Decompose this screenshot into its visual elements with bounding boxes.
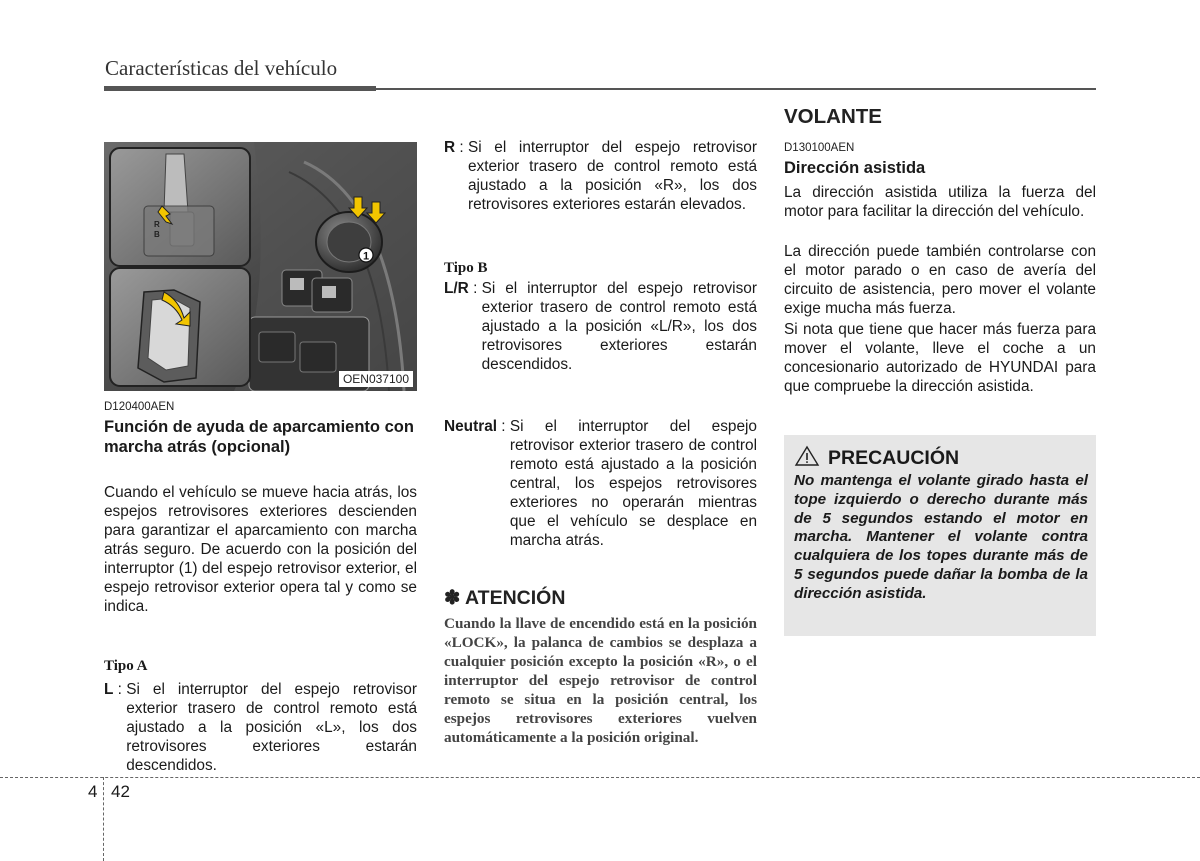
section-code: D130100AEN	[784, 142, 855, 154]
chapter-number: 4	[88, 782, 98, 801]
warning-triangle-icon	[794, 445, 820, 467]
section-heading: Dirección asistida	[784, 159, 926, 177]
footer-divider	[103, 777, 104, 861]
header-rule-thick	[104, 86, 376, 91]
body-paragraph: Cuando el vehículo se mueve hacia atrás, los espejos retrovisores exteriores descienden para garantizar el aparcamiento con marcha atrás seguro. De acuerdo con la posición del interruptor (1) del espejo retrovisor exterior, el espejo retrovisor exterior opera tal y como se indica.	[104, 484, 417, 615]
item-separator: :	[468, 280, 482, 297]
mirror-switch-illustration	[104, 142, 417, 391]
body-paragraph: La dirección puede también controlarse con el motor parado o en caso de avería del circuito de asistencia, pero mover el volante exige mucha más fuerza.	[784, 243, 1096, 317]
item-separator: :	[455, 139, 468, 156]
type-label: Tipo A	[104, 658, 148, 674]
item-key: R	[444, 139, 456, 156]
list-item-lr	[444, 279, 757, 374]
item-key: L	[104, 681, 114, 698]
attention-body: Cuando la llave de encendido está en la posición «LOCK», la palanca de cambios se desplaza a cualquier posición excepto la posición «R», o el interruptor del espejo retrovisor de control remoto se situa en la posición central, los espejos retrovisores exteriores vuelven automáticamente a la posición original.	[444, 615, 757, 746]
svg-text:B: B	[154, 230, 160, 239]
type-label: Tipo B	[444, 260, 488, 276]
callout-number: 1	[362, 250, 370, 263]
list-item-l	[104, 680, 417, 775]
footer-rule	[0, 777, 1200, 778]
item-text: Si el interruptor del espejo retrovisor exterior trasero de control remoto está ajustado a la posición central, los espejos retrovisores exteriores no operarán mientras que el vehículo se desplace en marcha atrás.	[509, 418, 757, 549]
item-separator: :	[113, 681, 127, 698]
mirror-switch-figure	[104, 142, 417, 391]
page-number: 42	[111, 782, 130, 801]
item-text: Si el interruptor del espejo retrovisor exterior trasero de control remoto está ajustado a la posición «L», los dos retrovisores exteriores estarán descendidos.	[126, 681, 417, 774]
section-title: VOLANTE	[784, 105, 882, 128]
figure-caption: OEN037100	[339, 371, 413, 387]
item-text: Si el interruptor del espejo retrovisor exterior trasero de control remoto está ajustado a la posición «R», los dos retrovisores exteriores estarán elevados.	[467, 139, 757, 213]
item-separator: :	[497, 418, 510, 435]
svg-text:R: R	[154, 220, 160, 229]
header-rule-thin	[376, 88, 1096, 90]
caution-body: No mantenga el volante girado hasta el tope izquierdo o derecho durante más de 5 segundos estando el motor en marcha. Mantener el volante contra cualquiera de los topes durante más de 5 segundos puede dañar la bomba de la dirección asistida.	[794, 472, 1088, 602]
caution-title: PRECAUCIÓN	[828, 447, 960, 469]
caution-box	[784, 435, 1096, 636]
item-key: Neutral	[444, 418, 498, 435]
list-item-neutral	[444, 417, 757, 550]
body-paragraph: Si nota que tiene que hacer más fuerza para mover el volante, lleve el coche a un concesionario autorizado de HYUNDAI para que compruebe la dirección asistida.	[784, 321, 1096, 395]
section-code: D120400AEN	[104, 401, 175, 413]
item-key: L/R	[444, 280, 469, 297]
body-paragraph: La dirección asistida utiliza la fuerza del motor para facilitar la dirección del vehículo.	[784, 184, 1096, 220]
page-header-title: Características del vehículo	[105, 56, 338, 80]
attention-title: ✽ ATENCIÓN	[444, 587, 566, 609]
section-heading: Función de ayuda de aparcamiento con marcha atrás (opcional)	[104, 418, 414, 456]
item-text: Si el interruptor del espejo retrovisor exterior trasero de control remoto está ajustado a la posición «L/R», los dos retrovisores exteriores estarán descendidos.	[481, 280, 757, 373]
list-item-r	[444, 138, 757, 214]
